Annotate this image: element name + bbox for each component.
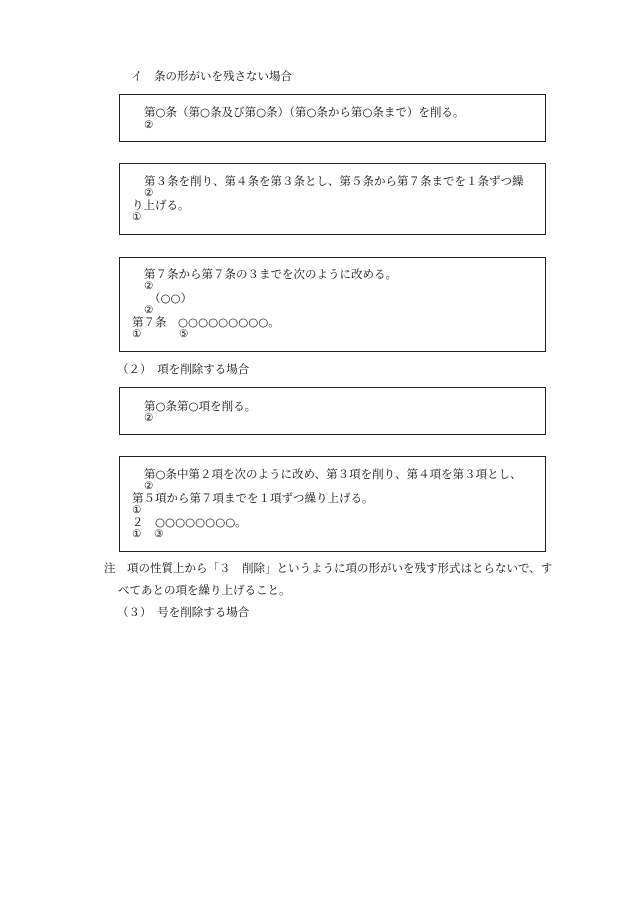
box3-article: 第７条 ○○○○○○○○○。 [132, 315, 280, 329]
box4-line1: 第○条第○項を削る。 [144, 399, 257, 413]
heading-i: イ 条の形がいを残さない場合 [131, 69, 292, 83]
box3-mark3: ① [132, 328, 142, 340]
example-box-1 [119, 94, 546, 142]
box5-line2: 第５項から第７項までを１項ずつ繰り上げる。 [132, 491, 374, 505]
box3-line1: 第７条から第７条の３までを次のように改める。 [144, 267, 397, 281]
example-box-3 [119, 257, 546, 352]
box5-item: ２ ○○○○○○○○。 [132, 515, 247, 529]
box3-mark1: ② [144, 280, 154, 292]
box1-mark1: ② [144, 119, 154, 131]
box2-mark2: ① [132, 211, 142, 223]
box4-mark1: ② [144, 412, 154, 424]
box3-caption: （○○） [149, 291, 193, 305]
box5-mark2: ① [132, 504, 142, 516]
note-line2: べてあとの項を繰り上げること。 [118, 583, 291, 597]
box2-line1: 第３条を削り、第４条を第３条とし、第５条から第７条までを１条ずつ繰 [144, 174, 524, 188]
example-box-2 [119, 163, 546, 235]
box3-mark2: ② [144, 304, 154, 316]
example-box-4 [119, 387, 546, 435]
note-line1: 注 項の性質上から「３ 削除」というように項の形がいを残す形式はとらないで、す [104, 561, 553, 575]
box3-mark4: ⑤ [179, 328, 189, 340]
box5-mark4: ③ [154, 528, 164, 540]
box1-line1: 第○条（第○条及び第○条）（第○条から第○条まで）を削る。 [144, 105, 465, 119]
heading-2: （２） 項を削除する場合 [117, 362, 250, 376]
box5-mark1: ② [144, 480, 154, 492]
heading-3: （３） 号を削除する場合 [117, 605, 250, 619]
example-box-5 [119, 456, 546, 552]
box2-line2: り上げる。 [132, 198, 190, 212]
box5-line1: 第○条中第２項を次のように改め、第３項を削り、第４項を第３項とし、 [144, 467, 522, 481]
box2-mark1: ② [144, 187, 154, 199]
box5-mark3: ① [132, 528, 142, 540]
